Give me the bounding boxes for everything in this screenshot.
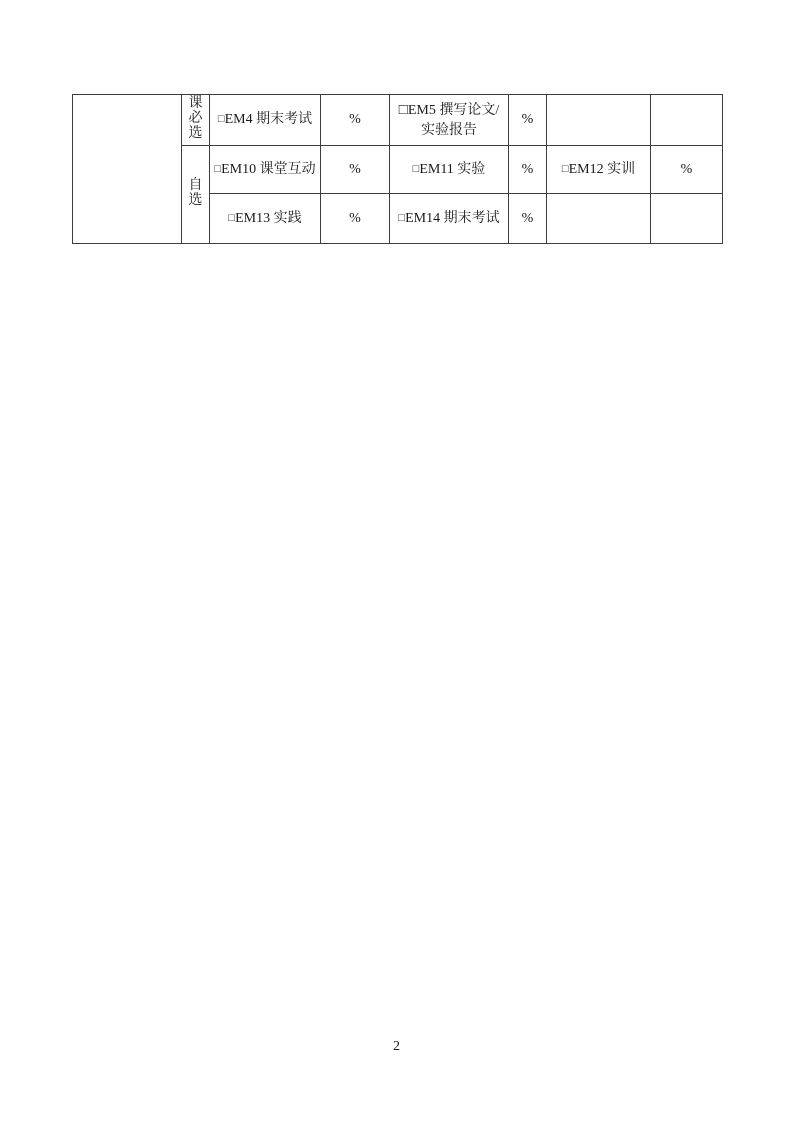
em4-label: EM4 期末考试: [224, 112, 313, 127]
cell-em11: [390, 146, 509, 194]
cell-em11-percent: %: [509, 146, 547, 194]
checkbox-icon: □: [412, 162, 420, 175]
checkbox-icon: □: [228, 211, 236, 224]
checkbox-icon: □: [214, 162, 222, 175]
em5-label: EM5 撰写论文/实验报告: [407, 102, 500, 138]
group-label-required-cell: [182, 95, 210, 146]
em11-label: EM11 实验: [419, 161, 486, 177]
cell-em10-percent: %: [321, 146, 390, 194]
cell-em12: [547, 146, 651, 194]
cell-em12-percent: %: [651, 146, 723, 194]
em14-label: EM14 期末考试: [405, 210, 500, 226]
empty-cell: [651, 194, 723, 244]
cell-em5: [390, 95, 509, 146]
em13-label: EM13 实践: [235, 210, 302, 226]
em12-label: EM12 实训: [568, 161, 636, 177]
checkbox-icon: □: [561, 162, 569, 175]
cell-em14-percent: %: [509, 194, 547, 244]
group-label-required: 课必选: [188, 96, 203, 141]
cell-em10: [210, 146, 321, 194]
cell-em4-percent: %: [321, 95, 390, 146]
table-row: [73, 95, 723, 146]
group-label-optional: 自选: [188, 178, 203, 208]
cell-em4: [210, 95, 321, 146]
empty-cell: [547, 95, 651, 146]
empty-cell: [651, 95, 723, 146]
cell-em13: [210, 194, 321, 244]
checkbox-icon: □: [398, 101, 408, 118]
group-label-optional-cell: [182, 146, 210, 244]
cell-em5-percent: %: [509, 95, 547, 146]
cell-em14: [390, 194, 509, 244]
assessment-methods-table: [72, 94, 723, 244]
em10-label: EM10 课堂互动: [221, 161, 316, 177]
checkbox-icon: □: [398, 211, 406, 224]
cell-em13-percent: %: [321, 194, 390, 244]
empty-cell: [547, 194, 651, 244]
checkbox-icon: □: [217, 113, 225, 125]
page-number: 2: [393, 1039, 400, 1054]
empty-spanner-cell: [73, 95, 182, 244]
